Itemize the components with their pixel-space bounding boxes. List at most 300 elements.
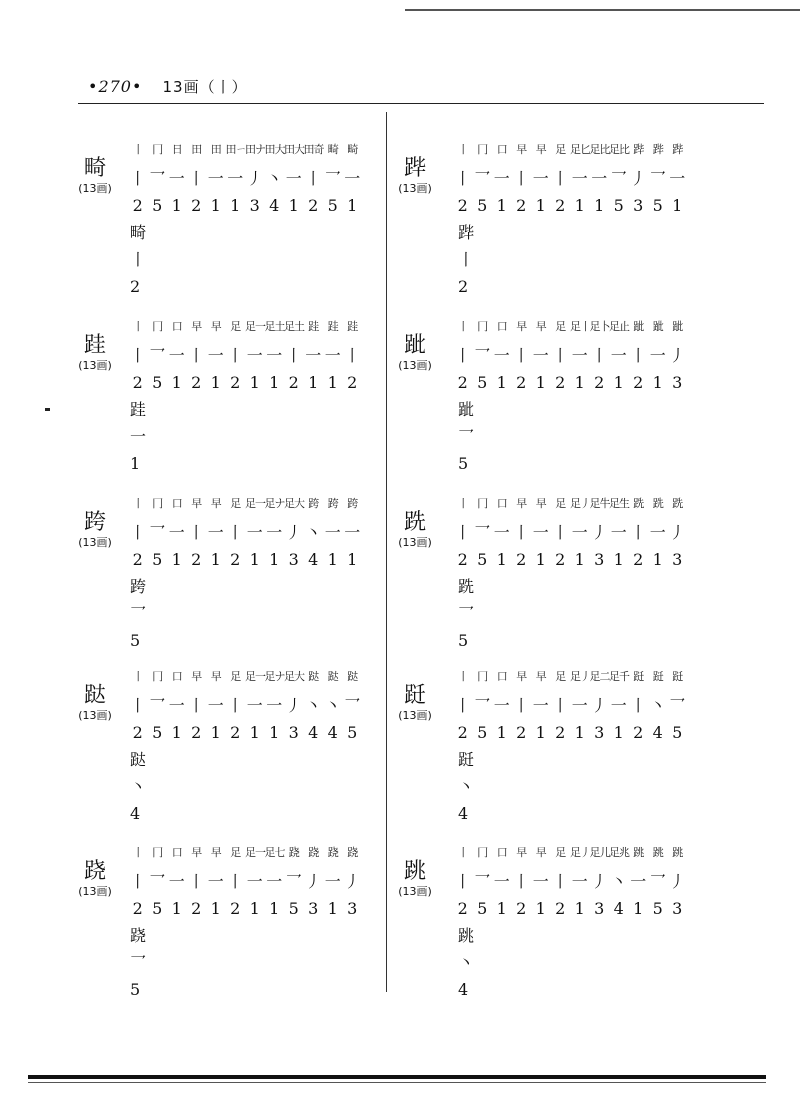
stroke-number-cell: 1 <box>327 549 338 569</box>
continuation-character: 跶 <box>130 750 147 769</box>
stroke-progress-cell: 早 <box>535 497 546 510</box>
page-number: •270• <box>88 77 143 96</box>
stroke-count-label: (13画) <box>78 359 112 372</box>
stroke-number-cell: 1 <box>496 549 507 569</box>
stroke-progress-cell: 早 <box>191 670 202 683</box>
stroke-progress-cell: 畸 <box>327 143 338 156</box>
stroke-number-cell: 1 <box>210 898 221 918</box>
stroke-progress-cell: 田 <box>191 143 202 156</box>
stroke-number-cell: 2 <box>132 549 143 569</box>
stroke-progress-cell: 足 <box>230 670 241 683</box>
stroke-count-label: (13画) <box>398 182 432 195</box>
stroke-progress-cell: 早 <box>191 320 202 333</box>
stroke-cell: 一 <box>246 522 263 542</box>
stroke-number-cell: 1 <box>269 549 280 569</box>
stroke-number-cell: 2 <box>230 898 241 918</box>
stroke-progress-cell: 足二 <box>589 670 610 683</box>
stroke-cell: 一 <box>493 345 510 365</box>
stroke-cell: 一 <box>493 168 510 188</box>
stroke-progress-cell: 田大 <box>284 143 304 156</box>
stroke-progress-cell: 早 <box>516 320 527 333</box>
stroke-number-cell: 2 <box>308 195 319 215</box>
stroke-number-cell: 1 <box>535 898 546 918</box>
stroke-cell: 一 <box>246 345 263 365</box>
stroke-cell: 一 <box>344 522 361 542</box>
stroke-number-cell: 5 <box>288 898 299 918</box>
stroke-cell: 丿 <box>591 522 608 542</box>
page-header <box>88 76 248 97</box>
continuation-character: 跹 <box>458 750 475 769</box>
stroke-progress-cell: 丨 <box>457 320 468 333</box>
stroke-cell: 一 <box>610 522 627 542</box>
stroke-number-cell: 1 <box>535 549 546 569</box>
entry-character: 跷 <box>83 859 106 884</box>
stroke-number-cell: 1 <box>574 898 585 918</box>
stroke-progress-cell: 足大 <box>284 670 304 683</box>
continuation-stroke: 乛 <box>130 604 147 623</box>
stroke-cell: 丿 <box>669 345 686 365</box>
stroke-cell: 乛 <box>474 871 491 891</box>
stroke-progress-cell: 足止 <box>609 320 629 333</box>
stroke-progress-cell: 足丿 <box>570 497 590 510</box>
stroke-number-cell: 1 <box>535 722 546 742</box>
stroke-number-cell: 1 <box>210 722 221 742</box>
stroke-progress-cell: 口 <box>171 846 182 859</box>
stroke-cell: 丨 <box>129 345 146 365</box>
entry-character: 跣 <box>403 510 426 535</box>
stroke-number-cell: 5 <box>152 549 163 569</box>
stroke-progress-cell: 跳 <box>672 846 683 859</box>
entry-character: 跹 <box>403 683 426 708</box>
continuation-character: 跸 <box>458 223 475 242</box>
stroke-number-cell: 2 <box>555 549 566 569</box>
stroke-cell: 一 <box>324 345 341 365</box>
continuation-stroke: 丨 <box>130 250 147 269</box>
stroke-number-cell: 5 <box>327 195 338 215</box>
stroke-number-cell: 1 <box>613 549 624 569</box>
stroke-count-label: (13画) <box>78 182 112 195</box>
continuation-number: 2 <box>130 277 141 296</box>
entry-character: 跳 <box>403 859 426 884</box>
stroke-number-cell: 1 <box>171 722 182 742</box>
grid-row-progression <box>453 489 687 517</box>
stroke-progress-cell: 跹 <box>633 670 644 683</box>
grid-row-numbers <box>453 894 687 922</box>
stroke-progress-cell: 跨 <box>327 497 338 510</box>
continuation <box>458 219 474 300</box>
stroke-number-cell: 1 <box>347 549 358 569</box>
stroke-cell: 一 <box>591 168 608 188</box>
continuation <box>458 746 474 827</box>
stroke-progress-cell: 跸 <box>652 143 663 156</box>
stroke-cell: 一 <box>168 871 185 891</box>
stroke-cell: 一 <box>266 695 283 715</box>
stroke-progress-cell: 丨 <box>457 497 468 510</box>
stroke-cell: 乛 <box>149 522 166 542</box>
continuation-character: 跬 <box>130 400 147 419</box>
stroke-cell: 一 <box>285 168 302 188</box>
grid-row-progression <box>453 662 687 690</box>
stroke-cell: 丨 <box>227 695 244 715</box>
stroke-progress-cell: 田ナ <box>245 143 265 156</box>
stroke-cell: 丿 <box>246 168 263 188</box>
stroke-number-cell: 1 <box>672 195 683 215</box>
stroke-number-cell: 3 <box>594 549 605 569</box>
stroke-cell: 一 <box>266 345 283 365</box>
stroke-number-cell: 2 <box>132 898 143 918</box>
stroke-progress-cell: 跷 <box>347 846 358 859</box>
stroke-order-grid <box>453 135 687 219</box>
stroke-number-cell: 2 <box>191 549 202 569</box>
stroke-progress-cell: 早 <box>535 320 546 333</box>
stroke-progress-cell: 田ㄧ <box>225 143 246 156</box>
stroke-number-cell: 1 <box>249 898 260 918</box>
stroke-progress-cell: 足ナ <box>264 497 285 510</box>
continuation-number: 4 <box>458 804 469 823</box>
stroke-number-cell: 2 <box>457 372 468 392</box>
stroke-progress-cell: 田大 <box>264 143 285 156</box>
stroke-number-cell: 4 <box>308 549 319 569</box>
stroke-number-cell: 2 <box>132 722 143 742</box>
stroke-progress-cell: 冂 <box>477 143 488 156</box>
stroke-progress-cell: 足七 <box>264 846 285 859</box>
stroke-cell: 丨 <box>188 345 205 365</box>
continuation-character: 跣 <box>458 577 475 596</box>
stroke-number-cell: 4 <box>269 195 280 215</box>
stroke-number-cell: 1 <box>574 549 585 569</box>
stroke-number-cell: 5 <box>477 195 488 215</box>
stroke-progress-cell: 口 <box>496 320 507 333</box>
stroke-cell: 一 <box>532 522 549 542</box>
stroke-progress-cell: 足土 <box>264 320 285 333</box>
stroke-number-cell: 2 <box>516 195 527 215</box>
stroke-number-cell: 1 <box>496 898 507 918</box>
stroke-number-cell: 2 <box>230 372 241 392</box>
character-entry <box>0 838 686 1008</box>
stroke-cell: 丿 <box>591 695 608 715</box>
stroke-order-grid <box>453 312 687 396</box>
section-title: 13画（丨） <box>162 78 248 96</box>
stroke-progress-cell: 足儿 <box>589 846 610 859</box>
stroke-progress-cell: 跷 <box>327 846 338 859</box>
stroke-number-cell: 1 <box>308 372 319 392</box>
stroke-progress-cell: 足一 <box>245 670 265 683</box>
stroke-cell: 乛 <box>149 168 166 188</box>
continuation-stroke: 一 <box>130 427 147 446</box>
stroke-cell: 一 <box>246 695 263 715</box>
stroke-cell: 丿 <box>630 168 647 188</box>
stroke-progress-cell: 跸 <box>633 143 644 156</box>
continuation-character: 跨 <box>130 577 147 596</box>
continuation-number: 4 <box>130 804 141 823</box>
stroke-cell: 丨 <box>305 168 322 188</box>
stroke-number-cell: 3 <box>308 898 319 918</box>
stroke-number-cell: 1 <box>171 549 182 569</box>
continuation-stroke: 乛 <box>458 427 475 446</box>
stroke-cell: 一 <box>207 695 224 715</box>
stroke-number-cell: 1 <box>269 898 280 918</box>
stroke-cell: 乛 <box>474 695 491 715</box>
stroke-number-cell: 4 <box>613 898 624 918</box>
stroke-progress-cell: 口 <box>171 670 182 683</box>
stroke-cell: 一 <box>493 871 510 891</box>
stroke-count-label: (13画) <box>78 709 112 722</box>
stroke-count-label: (13画) <box>78 885 112 898</box>
stroke-number-cell: 1 <box>171 898 182 918</box>
stroke-cell: 丿 <box>669 871 686 891</box>
stroke-cell: 一 <box>168 695 185 715</box>
stroke-progress-cell: 冂 <box>152 670 163 683</box>
stroke-progress-cell: 跐 <box>672 320 683 333</box>
stroke-number-cell: 2 <box>191 372 202 392</box>
stroke-progress-cell: 足比 <box>589 143 610 156</box>
stroke-number-cell: 2 <box>191 722 202 742</box>
grid-row-strokes <box>453 866 687 894</box>
continuation-character: 畸 <box>130 223 147 242</box>
stroke-cell: 一 <box>344 168 361 188</box>
stroke-cell: 一 <box>207 345 224 365</box>
stroke-cell: 丨 <box>552 871 569 891</box>
stroke-progress-cell: 跨 <box>347 497 358 510</box>
stroke-progress-cell: 跳 <box>633 846 644 859</box>
stroke-cell: 一 <box>571 871 588 891</box>
stroke-progress-cell: 足匕 <box>570 143 590 156</box>
stroke-cell: 乛 <box>669 695 686 715</box>
grid-row-numbers <box>453 191 687 219</box>
stroke-cell: 丨 <box>591 345 608 365</box>
stroke-number-cell: 1 <box>249 549 260 569</box>
stroke-cell: 一 <box>532 168 549 188</box>
stroke-progress-cell: 足丿 <box>570 670 590 683</box>
stroke-number-cell: 2 <box>132 372 143 392</box>
stroke-number-cell: 2 <box>633 372 644 392</box>
stroke-progress-cell: 足土 <box>284 320 304 333</box>
stroke-number-cell: 2 <box>555 372 566 392</box>
stroke-cell: 乛 <box>344 695 361 715</box>
stroke-cell: 一 <box>571 168 588 188</box>
stroke-number-cell: 3 <box>347 898 358 918</box>
stroke-cell: 一 <box>571 695 588 715</box>
stroke-cell: 一 <box>266 522 283 542</box>
continuation-number: 5 <box>130 631 141 650</box>
stroke-progress-cell: 足一 <box>245 320 265 333</box>
stroke-cell: 丨 <box>227 522 244 542</box>
stroke-number-cell: 1 <box>613 372 624 392</box>
stroke-cell: 乛 <box>610 168 627 188</box>
stroke-cell: 丨 <box>630 345 647 365</box>
grid-row-numbers <box>453 718 687 746</box>
stroke-cell: 丨 <box>630 522 647 542</box>
stroke-cell: 一 <box>207 522 224 542</box>
stroke-cell: 丨 <box>454 168 471 188</box>
column-divider <box>386 112 387 992</box>
grid-row-strokes <box>453 690 687 718</box>
character-entry <box>0 662 686 832</box>
stroke-number-cell: 5 <box>152 898 163 918</box>
stroke-cell: 丨 <box>454 522 471 542</box>
stroke-order-grid <box>453 489 687 573</box>
grid-row-progression <box>453 838 687 866</box>
stroke-progress-cell: 足一 <box>245 497 265 510</box>
stroke-number-cell: 2 <box>230 722 241 742</box>
stroke-number-cell: 2 <box>555 722 566 742</box>
stroke-progress-cell: 口 <box>496 670 507 683</box>
stroke-number-cell: 5 <box>652 195 663 215</box>
stroke-number-cell: 1 <box>288 195 299 215</box>
stroke-number-cell: 5 <box>152 372 163 392</box>
stroke-cell: 一 <box>207 168 224 188</box>
stroke-progress-cell: 早 <box>210 497 221 510</box>
stroke-number-cell: 2 <box>516 549 527 569</box>
stroke-number-cell: 5 <box>152 722 163 742</box>
stroke-cell: 丨 <box>630 695 647 715</box>
stroke-progress-cell: 足ナ <box>264 670 285 683</box>
stroke-cell: 丨 <box>454 345 471 365</box>
stroke-number-cell: 2 <box>457 722 468 742</box>
continuation-number: 5 <box>458 631 469 650</box>
stroke-cell: 一 <box>571 345 588 365</box>
stroke-progress-cell: 足丨 <box>570 320 590 333</box>
stroke-number-cell: 1 <box>496 195 507 215</box>
stroke-progress-cell: 早 <box>535 143 546 156</box>
stroke-progress-cell: 跶 <box>327 670 338 683</box>
stroke-progress-cell: 足 <box>555 846 566 859</box>
stroke-cell: 丶 <box>610 871 627 891</box>
continuation-stroke: 乛 <box>458 604 475 623</box>
stroke-progress-cell: 跬 <box>347 320 358 333</box>
stroke-cell: 丨 <box>552 345 569 365</box>
stroke-cell: 乛 <box>474 168 491 188</box>
stroke-cell: 一 <box>571 522 588 542</box>
stroke-number-cell: 1 <box>171 372 182 392</box>
stroke-progress-cell: 早 <box>210 846 221 859</box>
continuation <box>458 922 474 1003</box>
stroke-number-cell: 2 <box>633 549 644 569</box>
character-entry <box>0 312 686 482</box>
stroke-count-label: (13画) <box>398 709 432 722</box>
stroke-cell: 丨 <box>454 695 471 715</box>
stroke-cell: 一 <box>305 345 322 365</box>
footer-rule <box>28 1075 766 1079</box>
stroke-number-cell: 2 <box>594 372 605 392</box>
stroke-progress-cell: 口 <box>171 497 182 510</box>
stroke-cell: 丨 <box>129 871 146 891</box>
continuation-stroke: 丨 <box>458 250 475 269</box>
continuation-stroke: 丶 <box>458 777 475 796</box>
stroke-count-label: (13画) <box>78 536 112 549</box>
stroke-cell: 一 <box>324 522 341 542</box>
stroke-number-cell: 1 <box>171 195 182 215</box>
continuation-character: 跳 <box>458 926 475 945</box>
stroke-progress-cell: 跷 <box>308 846 319 859</box>
stroke-progress-cell: 跐 <box>633 320 644 333</box>
stroke-cell: 一 <box>227 168 244 188</box>
stroke-number-cell: 5 <box>347 722 358 742</box>
stroke-progress-cell: 足牛 <box>589 497 610 510</box>
stroke-number-cell: 2 <box>555 898 566 918</box>
stroke-progress-cell: 跣 <box>652 497 663 510</box>
stroke-number-cell: 1 <box>652 549 663 569</box>
stroke-number-cell: 2 <box>516 898 527 918</box>
stroke-cell: 丶 <box>266 168 283 188</box>
stroke-progress-cell: 冂 <box>152 497 163 510</box>
stroke-cell: 乛 <box>285 871 302 891</box>
stroke-number-cell: 3 <box>288 722 299 742</box>
continuation-stroke: 丶 <box>458 953 475 972</box>
stroke-progress-cell: 田 <box>210 143 221 156</box>
stroke-progress-cell: 跬 <box>308 320 319 333</box>
stroke-count-label: (13画) <box>398 536 432 549</box>
stroke-cell: 一 <box>669 168 686 188</box>
stroke-cell: 丿 <box>669 522 686 542</box>
stroke-cell: 丶 <box>324 695 341 715</box>
stroke-progress-cell: 畸 <box>347 143 358 156</box>
stroke-progress-cell: 口 <box>496 143 507 156</box>
stroke-progress-cell: 跐 <box>652 320 663 333</box>
stroke-progress-cell: 足兆 <box>609 846 629 859</box>
stroke-cell: 一 <box>532 345 549 365</box>
stroke-number-cell: 1 <box>210 549 221 569</box>
stroke-cell: 一 <box>532 871 549 891</box>
stroke-number-cell: 1 <box>574 372 585 392</box>
stroke-number-cell: 5 <box>672 722 683 742</box>
stroke-number-cell: 1 <box>496 372 507 392</box>
stroke-progress-cell: 早 <box>191 846 202 859</box>
grid-row-progression <box>453 312 687 340</box>
stroke-number-cell: 3 <box>594 898 605 918</box>
continuation <box>458 573 474 654</box>
entry-character: 跐 <box>403 333 426 358</box>
stroke-cell: 一 <box>532 695 549 715</box>
stroke-order-grid <box>453 662 687 746</box>
stroke-number-cell: 4 <box>652 722 663 742</box>
stroke-cell: 丿 <box>285 522 302 542</box>
stroke-cell: 丨 <box>188 168 205 188</box>
stroke-number-cell: 2 <box>288 372 299 392</box>
stroke-cell: 一 <box>493 522 510 542</box>
stroke-progress-cell: 丨 <box>132 143 143 156</box>
stroke-cell: 一 <box>207 871 224 891</box>
stroke-progress-cell: 跶 <box>308 670 319 683</box>
stroke-number-cell: 2 <box>191 195 202 215</box>
continuation-number: 5 <box>458 454 469 473</box>
stroke-progress-cell: 足 <box>230 320 241 333</box>
stroke-cell: 乛 <box>474 522 491 542</box>
stroke-number-cell: 3 <box>672 549 683 569</box>
stroke-progress-cell: 早 <box>210 670 221 683</box>
continuation-number: 4 <box>458 980 469 999</box>
stroke-number-cell: 5 <box>652 898 663 918</box>
stroke-cell: 一 <box>649 522 666 542</box>
stroke-progress-cell: 早 <box>516 670 527 683</box>
stroke-number-cell: 4 <box>327 722 338 742</box>
stroke-number-cell: 2 <box>457 195 468 215</box>
stroke-progress-cell: 早 <box>516 143 527 156</box>
stroke-cell: 乛 <box>149 345 166 365</box>
grid-row-strokes <box>453 340 687 368</box>
stroke-cell: 一 <box>168 168 185 188</box>
grid-row-numbers <box>453 545 687 573</box>
stroke-progress-cell: 冂 <box>477 320 488 333</box>
stroke-cell: 丨 <box>513 871 530 891</box>
stroke-cell: 丨 <box>227 345 244 365</box>
stroke-progress-cell: 足生 <box>609 497 629 510</box>
stroke-number-cell: 1 <box>210 195 221 215</box>
entry-character: 跶 <box>83 683 106 708</box>
stroke-number-cell: 5 <box>477 898 488 918</box>
stroke-number-cell: 2 <box>132 195 143 215</box>
stroke-number-cell: 2 <box>516 372 527 392</box>
